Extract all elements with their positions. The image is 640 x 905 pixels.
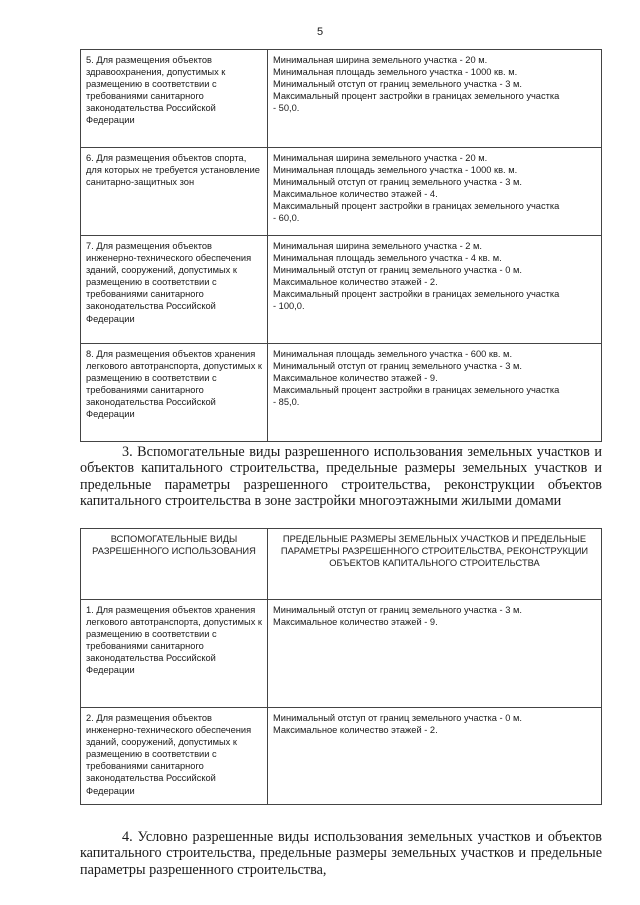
param-line: Максимальный процент застройки в границах земельного участка [273, 201, 560, 212]
table-row [81, 600, 602, 708]
page-number: 5 [316, 26, 324, 38]
param-line: Минимальный отступ от границ земельного участка - 0 м. [273, 713, 522, 723]
param-line: Минимальный отступ от границ земельного участка - 3 м. [273, 79, 522, 90]
permitted-use-table [80, 49, 602, 442]
param-line: - 100,0. [273, 301, 305, 312]
use-cell: 5. Для размещения объектов здравоохранения, допустимых к размещению в соответствии с требованиями санитарного законодательства Российской Федерации [81, 50, 268, 148]
params-cell [268, 708, 602, 805]
params-cell [268, 600, 602, 708]
params-cell [268, 236, 602, 344]
param-line: Минимальная площадь земельного участка - 1000 кв. м. [273, 165, 518, 176]
param-line: Минимальный отступ от границ земельного участка - 3 м. [273, 361, 522, 372]
header-cell-params: ПРЕДЕЛЬНЫЕ РАЗМЕРЫ ЗЕМЕЛЬНЫХ УЧАСТКОВ И ПРЕДЕЛЬНЫЕ ПАРАМЕТРЫ РАЗРЕШЕННОГО СТРОИТЕЛЬСТВА, РЕКОНСТРУКЦИИ ОБЪЕКТОВ КАПИТАЛЬНОГО СТРОИТЕЛЬСТВА [268, 529, 602, 600]
param-line: Минимальная площадь земельного участка - 1000 кв. м. [273, 67, 518, 78]
param-line: Минимальный отступ от границ земельного участка - 3 м. [273, 177, 522, 188]
param-line: Минимальная ширина земельного участка - 2 м. [273, 241, 483, 251]
section-4-heading: 4. Условно разрешенные виды использования земельных участков и объектов капитального строительства, предельные размеры земельных участков и предельные параметры разрешенного строительства, [80, 829, 602, 878]
auxiliary-use-table [80, 528, 602, 805]
params-cell [268, 344, 602, 442]
section-3-heading: 3. Вспомогательные виды разрешенного использования земельных участков и объектов капитального строительства, предельные размеры земельных участков и предельные параметры разрешенного строительства, реконструкции объектов капитального строительства в зоне застройки многоэтажными жилыми домами [80, 444, 602, 509]
params-cell [268, 50, 602, 148]
table-row [81, 344, 602, 442]
table-row [81, 148, 602, 236]
param-line: Максимальное количество этажей - 9. [273, 617, 438, 628]
header-cell-uses: ВСПОМОГАТЕЛЬНЫЕ ВИДЫ РАЗРЕШЕННОГО ИСПОЛЬЗОВАНИЯ [81, 529, 268, 600]
params-cell [268, 148, 602, 236]
param-line: - 60,0. [273, 213, 300, 224]
param-line: Максимальный процент застройки в границах земельного участка [273, 91, 560, 102]
param-line: Максимальный процент застройки в границах земельного участка [273, 289, 560, 300]
param-line: Максимальное количество этажей - 9. [273, 373, 438, 384]
param-line: Максимальное количество этажей - 2. [273, 725, 438, 736]
param-line: - 50,0. [273, 103, 300, 114]
param-line: Минимальная площадь земельного участка - 4 кв. м. [273, 253, 502, 264]
param-line: Максимальное количество этажей - 4. [273, 189, 438, 200]
table-row [81, 50, 602, 148]
param-line: Минимальная ширина земельного участка - 20 м. [273, 55, 488, 65]
use-cell: 6. Для размещения объектов спорта, для которых не требуется установление санитарно-защитных зон [81, 148, 268, 236]
use-cell: 7. Для размещения объектов инженерно-технического обеспечения зданий, сооружений, допустимых к размещению в соответствии с требованиями санитарного законодательства Российской Федерации [81, 236, 268, 344]
use-cell: 2. Для размещения объектов инженерно-технического обеспечения зданий, сооружений, допустимых к размещению в соответствии с требованиями санитарного законодательства Российской Федерации [81, 708, 268, 805]
param-line: Минимальная площадь земельного участка - 600 кв. м. [273, 349, 513, 359]
table-header-row [81, 529, 602, 600]
param-line: Минимальный отступ от границ земельного участка - 3 м. [273, 605, 522, 615]
param-line: Максимальное количество этажей - 2. [273, 277, 438, 288]
param-line: Минимальная ширина земельного участка - 20 м. [273, 153, 488, 163]
param-line: Максимальный процент застройки в границах земельного участка [273, 385, 560, 396]
param-line: Минимальный отступ от границ земельного участка - 0 м. [273, 265, 522, 276]
use-cell: 8. Для размещения объектов хранения легкового автотранспорта, допустимых к размещению в соответствии с требованиями санитарного законодательства Российской Федерации [81, 344, 268, 442]
table-row [81, 708, 602, 805]
use-cell: 1. Для размещения объектов хранения легкового автотранспорта, допустимых к размещению в соответствии с требованиями санитарного законодательства Российской Федерации [81, 600, 268, 708]
param-line: - 85,0. [273, 397, 300, 408]
table-row [81, 236, 602, 344]
